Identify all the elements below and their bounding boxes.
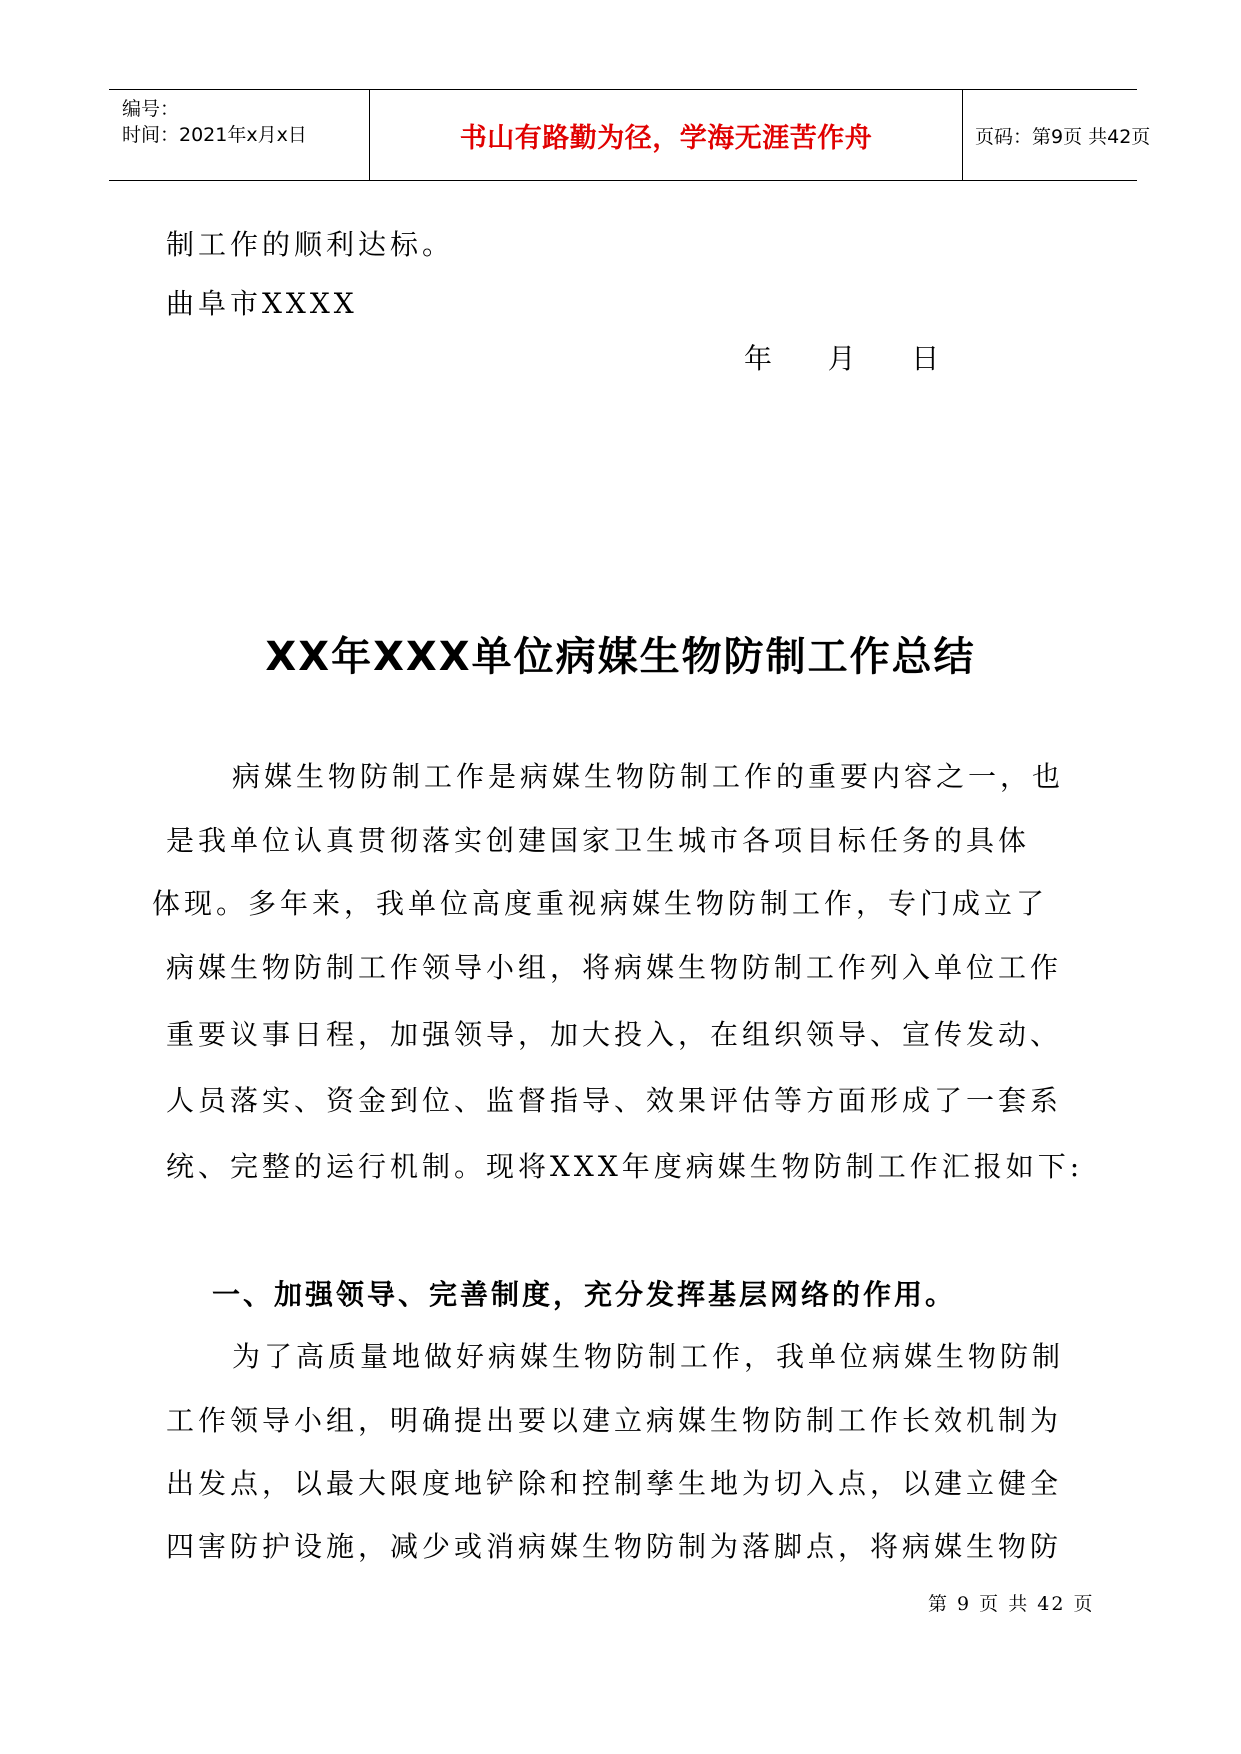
preface-line-1: 制工作的顺利达标。 [166, 228, 455, 261]
section-1-heading: 一、加强领导、完善制度，充分发挥基层网络的作用。 [212, 1278, 957, 1311]
intro-line: 人员落实、资金到位、监督指导、效果评估等方面形成了一套系 [166, 1084, 1063, 1117]
intro-line: 病媒生物防制工作是病媒生物防制工作的重要内容之一，也 [232, 760, 1065, 793]
number-label: 编号： [122, 98, 180, 120]
time-label: 时间：2021年x月x日 [122, 124, 307, 146]
header-meta [109, 90, 370, 180]
intro-line: 重要议事日程，加强领导，加大投入，在组织领导、宣传发动、 [166, 1018, 1063, 1051]
section-1-line: 四害防护设施，减少或消病媒生物防制为落脚点，将病媒生物防 [166, 1530, 1063, 1563]
section-1-line: 出发点，以最大限度地铲除和控制孳生地为切入点，以建立健全 [166, 1467, 1063, 1500]
intro-line: 是我单位认真贯彻落实创建国家卫生城市各项目标任务的具体 [166, 824, 1031, 857]
intro-line: 统、完整的运行机制。现将XXX年度病媒生物防制工作汇报如下: [166, 1150, 1084, 1183]
intro-line: 体现。多年来，我单位高度重视病媒生物防制工作，专门成立了 [152, 887, 1049, 920]
page-header [109, 89, 1151, 181]
header-page-code: 页码：第9页 共42页 [975, 125, 1151, 148]
intro-line: 病媒生物防制工作领导小组，将病媒生物防制工作列入单位工作 [166, 951, 1063, 984]
header-motto: 书山有路勤为径，学海无涯苦作舟 [370, 90, 963, 180]
document-title: XX年XXX单位病媒生物防制工作总结 [265, 634, 976, 680]
signature-date: 年 月 日 [744, 342, 944, 375]
preface-line-2: 曲阜市XXXX [166, 287, 358, 320]
section-1-line: 工作领导小组，明确提出要以建立病媒生物防制工作长效机制为 [166, 1404, 1063, 1437]
page-footer: 第 9 页 共 42 页 [928, 1593, 1095, 1615]
section-1-line: 为了高质量地做好病媒生物防制工作，我单位病媒生物防制 [232, 1340, 1065, 1373]
